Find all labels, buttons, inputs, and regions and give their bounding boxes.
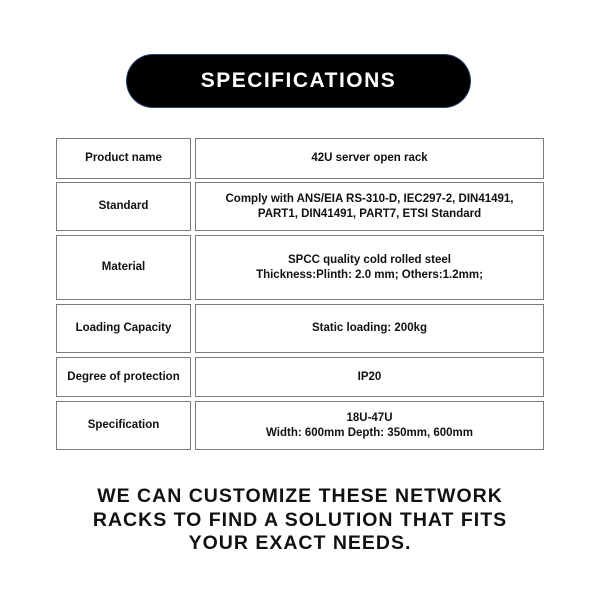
row-label: Degree of protection	[56, 357, 191, 397]
value-line: Width: 600mm Depth: 350mm, 600mm	[266, 426, 473, 439]
table-row	[56, 138, 544, 179]
value-line: PART1, DIN41491, PART7, ETSI Standard	[257, 207, 482, 220]
row-value	[195, 138, 544, 179]
row-label: Product name	[56, 138, 191, 179]
value-line: 18U-47U	[346, 411, 393, 424]
table-row	[56, 182, 544, 231]
message-line: WE CAN CUSTOMIZE THESE NETWORK	[97, 485, 503, 507]
page-title: SPECIFICATIONS	[200, 69, 397, 92]
value-line: IP20	[357, 370, 382, 383]
row-value	[195, 401, 544, 450]
table-row	[56, 401, 544, 450]
specifications-banner	[127, 55, 470, 107]
table-row	[56, 304, 544, 353]
value-line: SPCC quality cold rolled steel	[288, 253, 451, 266]
row-value	[195, 304, 544, 353]
row-value	[195, 235, 544, 300]
value-line: Comply with ANS/EIA RS-310-D, IEC297-2, DIN41491,	[225, 192, 514, 205]
row-label: Specification	[56, 401, 191, 450]
table-row	[56, 235, 544, 300]
row-label: Material	[56, 235, 191, 300]
message-line: YOUR EXACT NEEDS.	[188, 532, 412, 554]
message-line: RACKS TO FIND A SOLUTION THAT FITS	[92, 508, 508, 531]
row-label: Loading Capacity	[56, 304, 191, 353]
value-line: 42U server open rack	[311, 152, 428, 164]
value-line: Thickness:Plinth: 2.0 mm; Others:1.2mm;	[256, 268, 483, 281]
customization-message	[40, 485, 560, 556]
row-label: Standard	[56, 182, 191, 231]
value-line: Static loading: 200kg	[311, 322, 428, 334]
table-row	[56, 357, 544, 397]
row-value	[195, 182, 544, 231]
row-value	[195, 357, 544, 397]
